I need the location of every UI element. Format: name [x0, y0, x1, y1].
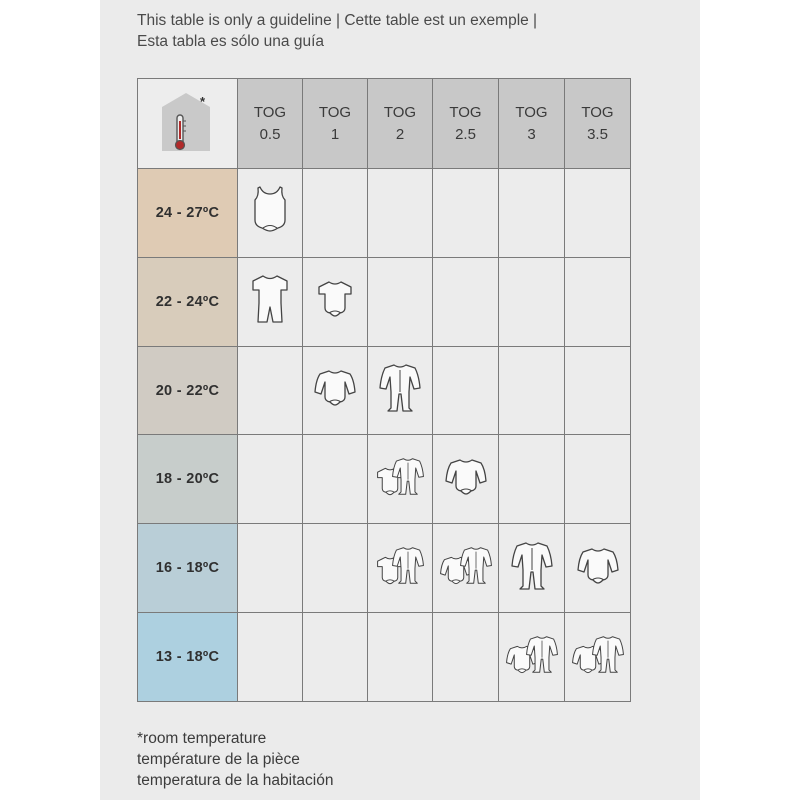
temperature-row: [138, 169, 631, 258]
temperature-range: 18 - 20ºC: [138, 435, 238, 524]
house-thermometer-icon: [158, 89, 218, 159]
clothing-cell: [565, 346, 631, 435]
temperature-row: [138, 524, 631, 613]
asterisk-mark: *: [200, 94, 206, 109]
temperature-range: 16 - 18ºC: [138, 524, 238, 613]
clothing-cell: [238, 169, 303, 258]
temperature-range: 13 - 18ºC: [138, 613, 238, 702]
clothing-cell: [368, 524, 433, 613]
footed-sleepsuit-icon: [391, 456, 425, 497]
clothing-cell: [238, 435, 303, 524]
clothing-cell: [565, 169, 631, 258]
clothing-cell: [303, 346, 368, 435]
tog-column-header: TOG 1: [303, 79, 368, 169]
garment-group: [375, 456, 425, 497]
temperature-row: [138, 435, 631, 524]
clothing-cell: [433, 346, 499, 435]
footed-sleepsuit-icon: [525, 634, 559, 675]
clothing-cell: [499, 524, 565, 613]
clothing-cell: [238, 613, 303, 702]
clothing-cell: [433, 169, 499, 258]
clothing-cell: [565, 435, 631, 524]
footed-sleepsuit-icon: [378, 362, 422, 414]
footed-sleepsuit-icon: [459, 545, 493, 586]
garment-group: [251, 184, 289, 236]
clothing-cell: [368, 169, 433, 258]
clothing-cell: [565, 613, 631, 702]
long-sleeve-bodysuit-icon: [444, 457, 488, 497]
clothing-cell: [238, 257, 303, 346]
long-sleeve-bodysuit-icon: [576, 546, 620, 586]
clothing-cell: [433, 613, 499, 702]
tog-column-header: TOG 3.5: [565, 79, 631, 169]
clothing-cell: [433, 435, 499, 524]
footed-sleepsuit-icon: [391, 545, 425, 586]
tog-column-header: TOG 3: [499, 79, 565, 169]
clothing-cell: [368, 613, 433, 702]
guideline-note-line1: This table is only a guideline | Cette table est un exemple |: [137, 12, 538, 29]
long-sleeve-bodysuit-icon: [313, 368, 357, 408]
clothing-cell: [238, 524, 303, 613]
temperature-range: 22 - 24ºC: [138, 257, 238, 346]
clothing-cell: [303, 257, 368, 346]
clothing-cell: [433, 524, 499, 613]
temperature-range: 24 - 27ºC: [138, 169, 238, 258]
clothing-cell: [499, 346, 565, 435]
clothing-cell: [303, 169, 368, 258]
footed-sleepsuit-icon: [510, 540, 554, 592]
clothing-cell: [565, 257, 631, 346]
clothing-cell: [238, 346, 303, 435]
clothing-cell: [368, 346, 433, 435]
clothing-cell: [433, 257, 499, 346]
garment-group: [505, 634, 559, 675]
temperature-range: 20 - 22ºC: [138, 346, 238, 435]
short-sleeve-bodysuit-icon: [316, 279, 354, 319]
garment-group: [510, 540, 554, 592]
sleeveless-bodysuit-icon: [251, 184, 289, 236]
garment-group: [576, 546, 620, 586]
room-temperature-header: [138, 79, 238, 169]
clothing-cell: [499, 169, 565, 258]
garment-group: [571, 634, 625, 675]
clothing-cell: [368, 257, 433, 346]
footnote-line3: temperatura de la habitación: [137, 772, 334, 789]
garment-group: [316, 279, 354, 319]
tog-table: [137, 78, 631, 702]
clothing-cell: [565, 524, 631, 613]
short-romper-icon: [249, 273, 291, 325]
guideline-note-line2: Esta tabla es sólo una guía: [137, 33, 324, 50]
clothing-cell: [368, 435, 433, 524]
guideline-note: [137, 10, 537, 52]
clothing-cell: [499, 257, 565, 346]
temperature-row: [138, 613, 631, 702]
temperature-row: [138, 257, 631, 346]
tog-column-header: TOG 2: [368, 79, 433, 169]
garment-group: [249, 273, 291, 325]
footnote-line1: *room temperature: [137, 730, 267, 747]
footed-sleepsuit-icon: [591, 634, 625, 675]
tog-column-header: TOG 2.5: [433, 79, 499, 169]
garment-group: [444, 457, 488, 497]
clothing-cell: [303, 613, 368, 702]
clothing-cell: [499, 613, 565, 702]
footnote: [137, 728, 333, 791]
garment-group: [313, 368, 357, 408]
tog-header-row: [138, 79, 631, 169]
clothing-cell: [303, 435, 368, 524]
footnote-line2: température de la pièce: [137, 751, 300, 768]
tog-column-header: TOG 0.5: [238, 79, 303, 169]
clothing-cell: [499, 435, 565, 524]
garment-group: [378, 362, 422, 414]
clothing-cell: [303, 524, 368, 613]
garment-group: [375, 545, 425, 586]
garment-group: [439, 545, 493, 586]
temperature-row: [138, 346, 631, 435]
